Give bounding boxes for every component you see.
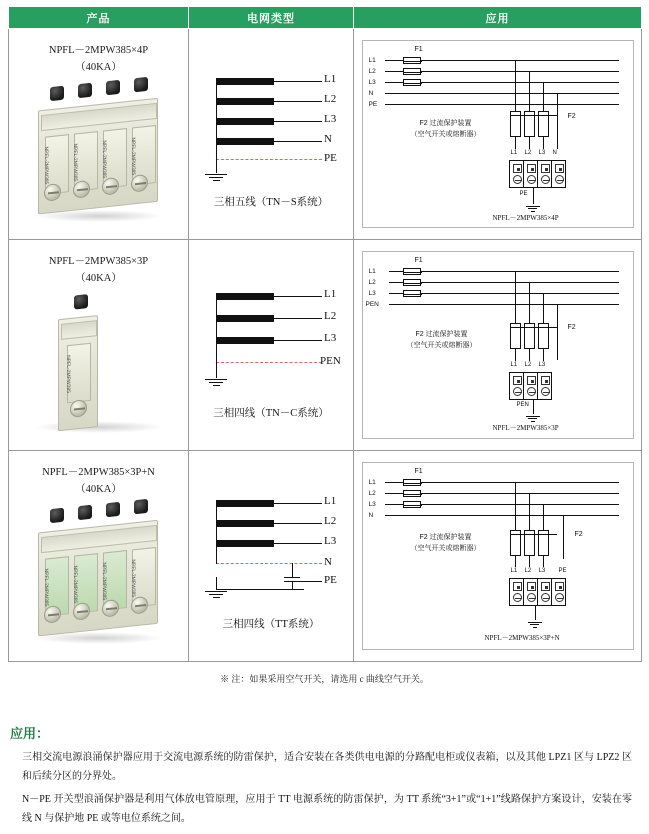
ground-drop xyxy=(216,577,217,589)
common-bus xyxy=(216,500,217,564)
ground-symbol-icon xyxy=(205,172,227,183)
drop-line xyxy=(529,349,530,361)
fuse-f2-label: F2 xyxy=(567,324,576,331)
n-dashed-line xyxy=(216,563,322,564)
spd-device-graphic xyxy=(58,297,138,433)
spd-bar xyxy=(216,98,274,105)
grid-label: N xyxy=(324,132,332,145)
drop-line-pen xyxy=(557,304,558,360)
rail-label: L1 xyxy=(368,57,376,64)
knob-icon xyxy=(50,86,64,101)
table-row xyxy=(9,451,642,662)
pe-label: PE xyxy=(519,191,528,197)
fuse-f2-label: F2 xyxy=(567,113,576,120)
spd-bar xyxy=(216,78,274,85)
table-footnote: ※ 注：如果采用空气开关，请选用 c 曲线空气开关。 xyxy=(220,674,429,684)
rail-line xyxy=(385,493,403,494)
product-rating: （40KA） xyxy=(75,484,122,495)
rail-line xyxy=(421,82,619,83)
spd-unit xyxy=(523,372,538,400)
spd-bar xyxy=(216,540,274,547)
fuse-f1-icon xyxy=(403,79,421,86)
n-pe-drop xyxy=(292,563,293,577)
drop-line xyxy=(515,137,516,149)
spd-housing xyxy=(38,98,158,215)
ground-symbol-icon xyxy=(528,620,542,629)
product-name: NPFL－2MPW385×3P xyxy=(48,256,149,267)
fuse-f2-label: F2 xyxy=(574,531,583,538)
spd-bar xyxy=(216,500,274,507)
rail-line xyxy=(389,271,403,272)
pe-dashed-line xyxy=(216,159,322,160)
drop-line xyxy=(529,137,530,149)
spd-unit xyxy=(509,160,524,188)
pe-label: PE xyxy=(558,568,567,574)
rail-label: L3 xyxy=(368,290,376,297)
application-diagram-4p xyxy=(362,40,634,228)
fuse-f1-label: F1 xyxy=(414,46,423,53)
spd-module-row xyxy=(509,160,565,188)
grid-label: L2 xyxy=(324,514,337,527)
header-application: 应用 xyxy=(354,7,642,29)
fuse-f2-icon xyxy=(538,530,549,556)
rail-line xyxy=(385,482,403,483)
common-bus xyxy=(216,293,217,363)
spd-spec-table xyxy=(8,6,642,662)
drop-line xyxy=(543,556,544,567)
grid-label: L1 xyxy=(324,494,337,507)
unit-terminal-icon xyxy=(555,175,564,184)
fuse-f1-icon xyxy=(403,268,421,275)
grid-cell-3pn xyxy=(189,451,354,662)
unit-plug-icon xyxy=(555,164,564,173)
diagram-caption: NPFL－2MPW385×3P xyxy=(492,424,559,432)
spd-unit xyxy=(551,160,566,188)
drop-line xyxy=(515,104,516,112)
drop-line xyxy=(543,349,544,361)
rail-line xyxy=(385,82,403,83)
rail-line xyxy=(421,293,619,294)
module-terminal-label: L1 xyxy=(510,362,518,368)
application-cell-4p xyxy=(354,29,642,240)
knob-icon xyxy=(50,508,64,523)
application-cell-3pn xyxy=(354,451,642,662)
rail-label: N xyxy=(368,512,374,519)
fuse-f2-icon xyxy=(510,323,521,349)
cartridge-label: NPFL-2MPW385 xyxy=(100,140,107,179)
drop-line xyxy=(543,137,544,149)
fuse-f2-icon xyxy=(538,323,549,349)
rail-line xyxy=(421,71,619,72)
spd-module-row xyxy=(509,372,551,400)
cartridge-label: NPFL-2MPW385 xyxy=(71,565,78,604)
unit-terminal-icon xyxy=(541,387,550,396)
spd-module-3p-photo xyxy=(24,289,174,439)
grid-label: L1 xyxy=(324,72,337,85)
grid-label: PE xyxy=(324,573,337,586)
spd-unit xyxy=(523,578,538,606)
terminal-screw-icon xyxy=(131,596,148,615)
pen-down-line xyxy=(533,400,534,414)
rail-line xyxy=(421,504,619,505)
lead-line xyxy=(274,340,322,341)
grid-label: L3 xyxy=(324,112,337,125)
spd-bar xyxy=(216,315,274,322)
spd-unit xyxy=(537,578,552,606)
product-name: NPFL－2MPW385×3P+N xyxy=(42,467,155,478)
cartridge-label: NPFL-2MPW385 xyxy=(42,568,49,607)
grid-label: L1 xyxy=(324,287,337,300)
grid-label: L3 xyxy=(324,534,337,547)
terminal-screw-icon xyxy=(73,180,90,199)
unit-terminal-icon xyxy=(527,387,536,396)
header-product: 产品 xyxy=(9,7,189,29)
spd-module-4p-photo xyxy=(24,78,174,228)
product-cell-3pn xyxy=(9,451,189,662)
drop-line xyxy=(529,493,530,530)
unit-terminal-icon xyxy=(541,175,550,184)
fuse-f1-icon xyxy=(403,57,421,64)
overcurrent-note-line2: （空气开关或熔断器） xyxy=(406,342,477,349)
module-terminal-label: L2 xyxy=(524,150,532,156)
grid-label: PE xyxy=(324,151,337,164)
drop-line-n xyxy=(563,515,564,559)
grid-schematic-tt xyxy=(196,482,346,614)
drop-line xyxy=(515,60,516,104)
unit-plug-icon xyxy=(513,582,522,591)
knob-icon xyxy=(134,77,148,92)
drop-line xyxy=(543,82,544,104)
ground-symbol-icon xyxy=(526,204,540,213)
spd-device-graphic xyxy=(38,84,160,225)
cartridge-label: NPFL-2MPW385 xyxy=(100,562,107,601)
drop-line xyxy=(529,556,530,567)
knob-icon xyxy=(134,499,148,514)
rail-line xyxy=(421,60,619,61)
grid-cell-4p xyxy=(189,29,354,240)
drop-line xyxy=(529,282,530,323)
module-terminal-label: L2 xyxy=(524,568,532,574)
unit-terminal-icon xyxy=(513,593,522,602)
product-name: NPFL－2MPW385×4P xyxy=(48,45,149,56)
terminal-screw-icon xyxy=(73,602,90,621)
rail-label: L1 xyxy=(368,479,376,486)
table-row xyxy=(9,240,642,451)
fuse-f1-label: F1 xyxy=(414,468,423,475)
drop-line xyxy=(557,104,558,149)
fuse-f1-icon xyxy=(403,290,421,297)
unit-plug-icon xyxy=(513,376,522,385)
rail-line xyxy=(385,60,403,61)
application-diagram-3p xyxy=(362,251,634,439)
lead-line xyxy=(274,318,322,319)
spd-unit xyxy=(537,160,552,188)
spd-cartridge xyxy=(64,343,91,404)
rail-line xyxy=(421,282,619,283)
unit-terminal-icon xyxy=(527,593,536,602)
spd-unit-n-pe xyxy=(551,578,566,606)
spd-top-cover xyxy=(61,320,97,340)
pe-down-line xyxy=(533,188,534,204)
fuse-f2-icon xyxy=(510,111,521,137)
unit-terminal-icon xyxy=(513,387,522,396)
rail-line-pen xyxy=(389,304,619,305)
drop-line xyxy=(515,482,516,530)
module-terminal-label: L3 xyxy=(538,150,546,156)
rail-line-n xyxy=(385,93,619,94)
unit-plug-icon xyxy=(541,164,550,173)
knob-icon xyxy=(78,83,92,98)
ground-symbol-icon xyxy=(526,414,540,423)
spd-bar xyxy=(216,138,274,145)
rail-label: N xyxy=(368,90,374,97)
rail-label: L2 xyxy=(368,279,376,286)
pen-dashed-line xyxy=(216,362,322,363)
knob-icon xyxy=(78,505,92,520)
grid-label: N xyxy=(324,555,332,568)
diagram-caption: NPFL－2MPW385×3P+N xyxy=(484,634,560,642)
drop-line xyxy=(543,293,544,323)
rail-label: PE xyxy=(368,101,378,108)
cartridge-label: NPFL-2MPW385 xyxy=(64,354,71,394)
module-terminal-label: L1 xyxy=(510,568,518,574)
unit-plug-icon xyxy=(527,376,536,385)
rail-label: PEN xyxy=(365,301,379,308)
lead-line xyxy=(274,523,322,524)
drop-line xyxy=(515,271,516,323)
cartridge-label: NPFL-2MPW385 xyxy=(71,143,78,182)
spd-unit xyxy=(509,578,524,606)
overcurrent-note-line1: F2 过流保护装置 xyxy=(415,331,468,338)
spd-bar xyxy=(216,337,274,344)
grid-system-label: 三相四线（TN－C系统） xyxy=(213,407,329,419)
terminal-screw-icon xyxy=(102,599,119,618)
overcurrent-note-line2: （空气开关或熔断器） xyxy=(410,131,481,138)
pe-drop xyxy=(292,581,293,589)
unit-plug-icon xyxy=(541,376,550,385)
knob-icon xyxy=(106,80,120,95)
fuse-f1-icon xyxy=(403,68,421,75)
common-bus xyxy=(216,78,217,170)
knob-icon xyxy=(74,294,88,309)
module-terminal-label: L3 xyxy=(538,568,546,574)
ground-symbol-icon xyxy=(205,377,227,388)
rail-label: L1 xyxy=(368,268,376,275)
application-cell-3p xyxy=(354,240,642,451)
unit-plug-icon xyxy=(527,582,536,591)
grid-label: L3 xyxy=(324,331,337,344)
header-grid-type: 电网类型 xyxy=(189,7,354,29)
drop-line xyxy=(515,349,516,361)
unit-terminal-icon xyxy=(541,593,550,602)
rail-line xyxy=(421,271,619,272)
grid-schematic-tnc xyxy=(196,271,346,403)
grid-label: L2 xyxy=(324,92,337,105)
pen-label: PEN xyxy=(516,402,529,408)
lead-line xyxy=(274,121,322,122)
lead-line xyxy=(274,81,322,82)
terminal-screw-icon xyxy=(70,399,87,418)
rail-line-n xyxy=(385,515,619,516)
grid-system-label: 三相四线（TT系统） xyxy=(222,618,320,630)
rail-line xyxy=(385,71,403,72)
table-row xyxy=(9,29,642,240)
knob-icon xyxy=(106,502,120,517)
application-paragraph-1: 三相交流电源浪涌保护器应用于交流电源系统的防雷保护，适合安装在各类供电电源的分路配电柜或仪表箱，以及其他 LPZ1 区与 LPZ2 区和后续分区的分界处。 xyxy=(22,752,632,782)
unit-plug-icon xyxy=(555,582,564,591)
spd-module-3p-n-photo xyxy=(24,500,174,650)
drop-line xyxy=(529,104,530,112)
pe-down-line xyxy=(535,606,536,620)
unit-plug-icon xyxy=(541,582,550,591)
spd-housing xyxy=(58,315,98,431)
ground-drop xyxy=(216,159,217,173)
spd-housing xyxy=(38,520,158,637)
spd-bar xyxy=(216,118,274,125)
fuse-f1-icon xyxy=(403,501,421,508)
fuse-f1-icon xyxy=(403,490,421,497)
n-pe-gap xyxy=(284,577,300,578)
unit-terminal-icon xyxy=(527,175,536,184)
lead-line xyxy=(274,141,322,142)
terminal-screw-icon xyxy=(131,174,148,193)
module-terminal-label: L2 xyxy=(524,362,532,368)
product-cell-4p xyxy=(9,29,189,240)
lead-line xyxy=(274,101,322,102)
spd-device-graphic xyxy=(38,506,160,647)
drop-line xyxy=(557,93,558,104)
rail-line xyxy=(385,504,403,505)
rail-label: L2 xyxy=(368,490,376,497)
spd-unit xyxy=(509,372,524,400)
fuse-f2-icon xyxy=(524,530,535,556)
fuse-f2-icon xyxy=(524,323,535,349)
section-title-application: 应用： xyxy=(10,726,50,741)
grid-schematic-tns xyxy=(196,60,346,192)
ground-symbol-icon xyxy=(205,589,227,600)
application-diagram-3pn xyxy=(362,462,634,650)
unit-plug-icon xyxy=(527,164,536,173)
fuse-f1-icon xyxy=(403,479,421,486)
terminal-screw-row xyxy=(62,398,96,424)
unit-plug-icon xyxy=(513,164,522,173)
grid-cell-3p xyxy=(189,240,354,451)
rail-line xyxy=(389,293,403,294)
spd-module-row xyxy=(509,578,565,606)
lead-line xyxy=(274,543,322,544)
unit-terminal-icon xyxy=(555,593,564,602)
product-rating: （40KA） xyxy=(75,62,122,73)
pe-line xyxy=(216,589,304,590)
overcurrent-note-line1: F2 过流保护装置 xyxy=(419,534,472,541)
grid-label: L2 xyxy=(324,309,337,322)
fuse-f1-label: F1 xyxy=(414,257,423,264)
drop-line xyxy=(529,71,530,104)
ground-drop xyxy=(216,362,217,378)
lead-line xyxy=(274,503,322,504)
rail-line xyxy=(421,482,619,483)
rail-line xyxy=(421,493,619,494)
fuse-f2-icon xyxy=(524,111,535,137)
grid-system-label: 三相五线（TN－S系统） xyxy=(213,196,329,208)
cartridge-label: NPFL-2MPW385 xyxy=(129,559,136,598)
product-rating: （40KA） xyxy=(75,273,122,284)
fuse-f2-icon xyxy=(510,530,521,556)
lead-line xyxy=(274,296,322,297)
product-cell-3p xyxy=(9,240,189,451)
cartridge-label: NPFL-2MPW385 xyxy=(42,146,49,185)
rail-label: L3 xyxy=(368,501,376,508)
terminal-screw-icon xyxy=(44,605,61,624)
overcurrent-note-line2: （空气开关或熔断器） xyxy=(410,545,481,552)
unit-terminal-icon xyxy=(513,175,522,184)
rail-label: L2 xyxy=(368,68,376,75)
terminal-screw-icon xyxy=(44,183,61,202)
application-paragraph-2: N－PE 开关型浪涌保护器是利用气体放电管原理，应用于 TT 电源系统的防雷保护，为 TT 系统“3+1”或“1+1”线路保护方案设计，安装在零线 N 与保护地 PE 或等电位系统之间。 xyxy=(22,794,632,824)
drop-line xyxy=(543,504,544,530)
grid-label: PEN xyxy=(320,354,341,367)
spd-unit xyxy=(523,160,538,188)
terminal-screw-icon xyxy=(102,177,119,196)
drop-line xyxy=(515,556,516,567)
diagram-caption: NPFL－2MPW385×4P xyxy=(492,214,559,222)
rail-line-pe xyxy=(385,104,619,105)
cartridge-label: NPFL-2MPW385 xyxy=(129,137,136,176)
module-terminal-label: N xyxy=(552,150,557,156)
spd-unit xyxy=(537,372,552,400)
spd-bar xyxy=(216,293,274,300)
overcurrent-note-line1: F2 过流保护装置 xyxy=(419,120,472,127)
rail-line xyxy=(389,282,403,283)
pe-line xyxy=(300,581,322,582)
table-header-row xyxy=(9,7,642,29)
fuse-f1-icon xyxy=(403,279,421,286)
fuse-f2-icon xyxy=(538,111,549,137)
module-terminal-label: L3 xyxy=(538,362,546,368)
rail-label: L3 xyxy=(368,79,376,86)
spd-bar xyxy=(216,520,274,527)
module-terminal-label: L1 xyxy=(510,150,518,156)
drop-line xyxy=(543,104,544,112)
